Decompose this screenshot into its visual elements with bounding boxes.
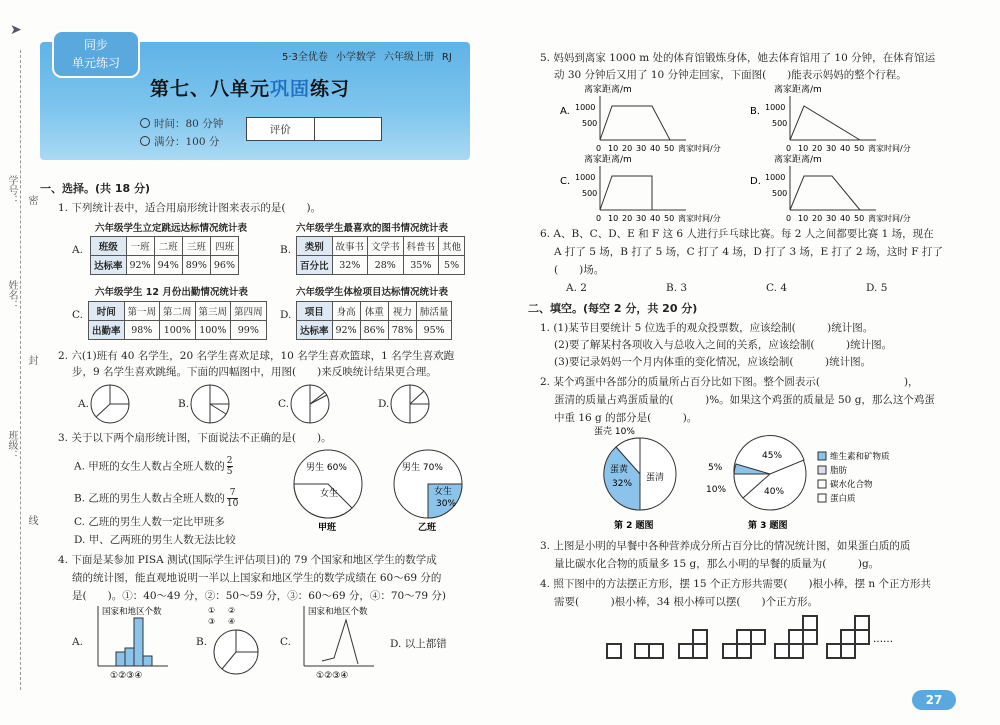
svg-text:500: 500: [582, 189, 598, 198]
svg-text:0: 0: [786, 144, 792, 153]
pie-option-b: [191, 385, 229, 423]
pie-option-c: [291, 385, 329, 423]
question-2-line1: 2. 六(1)班有 40 名学生，20 名学生喜欢足球，10 名学生喜欢篮球，1 名学生喜欢跑: [58, 350, 455, 362]
page-title: 第七、八单元巩固练习: [150, 78, 351, 100]
pie-label: 男生 60%: [306, 463, 347, 473]
q3-option-b: B. 乙班的男生人数占全班人数的 $\frac{7}{10}$: [74, 488, 239, 509]
svg-text:50: 50: [664, 144, 675, 153]
series-line: 5·3全优卷 小学数学 六年级上册 RJ: [282, 52, 452, 63]
q3-pie-charts: [292, 448, 472, 538]
stats-table-c: 时间 第一周 第二周 第三周 第四周 出勤率 98% 100% 100% 99%: [88, 301, 267, 340]
fill-3-line2: 量比碳水化合物的质量多 15 g，那么小明的早餐的质量为( )g。: [554, 558, 880, 570]
unit-badge: 同步 单元练习: [52, 30, 140, 78]
svg-text:40: 40: [840, 214, 851, 223]
svg-text:离家时间/分: 离家时间/分: [868, 214, 911, 223]
fill-4-line1: 4. 照下图中的方法摆正方形，摆 15 个正方形共需要( )根小棒，摆 n 个正方形共: [540, 578, 932, 590]
pie-label: 40%: [764, 487, 785, 497]
section-heading: 一、选择。(共 18 分): [40, 182, 151, 195]
full-score: 满分：100 分: [140, 134, 219, 149]
svg-text:10: 10: [798, 144, 809, 153]
question-4-line1: 4. 下面是某参加 PISA 测试(国际学生评估项目)的 79 个国家和地区学生的数学成: [58, 554, 437, 566]
question-4-line3: 是( )。①：40～49 分，②：50～59 分，③：60～69 分，④：70～79 分): [72, 590, 447, 602]
evaluation-box: 评价: [246, 117, 382, 141]
svg-text:离家时间/分: 离家时间/分: [678, 214, 721, 223]
svg-text:50: 50: [664, 214, 675, 223]
svg-text:1000: 1000: [765, 103, 786, 112]
table-caption: 六年级学生体检项目达标情况统计表: [296, 287, 449, 298]
table-caption: 六年级学生 12 月份出勤情况统计表: [95, 287, 248, 298]
q6-option: A. 2: [566, 282, 587, 294]
stats-table-b: 类别 故事书 文学书 科普书 其他 百分比 32% 28% 35% 5%: [296, 236, 465, 275]
cut-line: [20, 50, 21, 690]
svg-text:30: 30: [636, 144, 647, 153]
clock-icon: [140, 118, 150, 128]
option-letter: D.: [280, 309, 292, 321]
svg-text:30: 30: [826, 144, 837, 153]
cut-mark: 封: [26, 355, 37, 365]
fill-1-line2: (2)要了解某村各项收入与总收入之间的关系，应该绘制( )统计图。: [554, 339, 893, 351]
pie-class-b: [394, 450, 462, 533]
svg-text:20: 20: [812, 214, 823, 223]
question-6-line2: A 打了 5 场，B 打了 5 场，C 打了 4 场，D 打了 3 场，E 打了 2 场，这时 F 打了: [554, 246, 943, 258]
pie-label: 蛋清: [646, 473, 665, 483]
legend-label: ③: [208, 617, 216, 626]
pie-caption: 甲班: [318, 523, 337, 533]
svg-text:离家时间/分: 离家时间/分: [868, 144, 911, 153]
question-6-line1: 6. A、B、C、D、E 和 F 这 6 人进行乒乓球比赛。每 2 人之间都要比赛 1 场，现在: [540, 228, 934, 240]
fill-1-line3: (3)要记录妈妈一个月内体重的变化情况，应该绘制( )统计图。: [554, 356, 872, 368]
svg-text:0: 0: [596, 144, 602, 153]
fill-2-line3: 中重 16 g 的部分是( )。: [554, 412, 698, 424]
pie-label: 蛋黄: [610, 465, 629, 475]
svg-text:离家时间/分: 离家时间/分: [678, 144, 721, 153]
gutter-label-class: 班级：: [6, 430, 17, 460]
option-letter: A.: [72, 244, 83, 256]
legend-label: ①: [208, 606, 216, 615]
line-graph-d: [750, 153, 911, 223]
pie-caption: 第 3 题图: [748, 521, 788, 531]
legend-label: ②: [228, 606, 236, 615]
legend-label: 脂肪: [830, 466, 848, 476]
svg-text:0: 0: [786, 214, 792, 223]
legend-label: 蛋白质: [830, 494, 856, 504]
line-graph-b: [750, 83, 911, 153]
table-caption: 六年级学生立定跳远达标情况统计表: [95, 223, 248, 234]
line-option-c: [304, 606, 374, 681]
pie-label: 女生: [320, 489, 339, 499]
fill-3-line1: 3. 上图是小明的早餐中各种营养成分所占百分比的情况统计图，如果蛋白质的质: [540, 540, 911, 552]
section-heading: 二、填空。(每空 2 分，共 20 分): [528, 302, 698, 315]
q3-option-c: C. 乙班的男生人数一定比甲班多: [74, 516, 225, 528]
svg-text:10: 10: [608, 214, 619, 223]
q6-option: D. 5: [866, 282, 888, 294]
legend-label: 碳水化合物: [830, 480, 873, 490]
tick-labels: ①②③④: [110, 671, 143, 681]
svg-text:B.: B.: [750, 106, 761, 117]
pie-option-b: [208, 606, 258, 674]
tick-labels: ①②③④: [316, 671, 349, 681]
q6-option: C. 4: [766, 282, 788, 294]
svg-text:0: 0: [596, 214, 602, 223]
q5-line-charts: [560, 84, 960, 224]
pie-label: 32%: [612, 479, 633, 489]
pie-label: 10%: [706, 485, 727, 495]
question-2-line2: 步，9 名学生喜欢跳绳。下面的四幅图中，用图( )来反映统计结果更合理。: [72, 366, 437, 378]
q3-option-a: A. 甲班的女生人数占全班人数的 $\frac{2}{5}$: [74, 456, 233, 477]
legend-label: ④: [228, 617, 236, 626]
q4-chart-options: [88, 606, 448, 686]
pie-label: 男生 70%: [402, 463, 443, 473]
svg-text:1000: 1000: [575, 173, 596, 182]
pie-label: 45%: [762, 451, 783, 461]
svg-text:1000: 1000: [575, 103, 596, 112]
axis-label: 国家和地区个数: [102, 607, 162, 617]
svg-text:D.: D.: [750, 176, 761, 187]
svg-text:10: 10: [798, 214, 809, 223]
q3-option-d: D. 甲、乙两班的男生人数无法比较: [74, 534, 236, 546]
stats-table-d: 项目 身高 体重 视力 肺活量 达标率 92% 86% 78% 95%: [296, 301, 452, 340]
pie-caption: 乙班: [418, 523, 437, 533]
svg-text:40: 40: [840, 144, 851, 153]
question-1: 1. 下列统计表中，适合用扇形统计图来表示的是( )。: [58, 202, 322, 214]
pie-label: 女生: [434, 487, 453, 497]
svg-text:离家距离/m: 离家距离/m: [774, 155, 822, 165]
binding-gutter: [0, 0, 37, 725]
pie-label: 5%: [708, 463, 723, 473]
svg-text:500: 500: [772, 189, 788, 198]
svg-text:离家距离/m: 离家距离/m: [584, 85, 632, 95]
svg-text:20: 20: [622, 214, 633, 223]
check-icon: [140, 136, 150, 146]
legend-label: 维生素和矿物质: [830, 452, 890, 462]
q2-pie-options: [90, 382, 550, 432]
svg-text:A.: A.: [560, 106, 570, 117]
gutter-label-name: 姓名：: [6, 280, 17, 310]
fill-2-line1: 2. 某个鸡蛋中各部分的质量所占百分比如下图。整个圆表示( )，: [540, 376, 919, 388]
breakfast-pie-chart: [706, 436, 890, 531]
option-letter: C.: [72, 309, 83, 321]
pie-option-d: [391, 385, 429, 423]
option-letter: B.: [178, 398, 190, 410]
svg-text:40: 40: [650, 214, 661, 223]
pie-label: 30%: [436, 499, 457, 509]
svg-text:30: 30: [636, 214, 647, 223]
time-limit: 时间：80 分钟: [140, 116, 223, 131]
svg-text:20: 20: [812, 144, 823, 153]
option-letter: C.: [280, 636, 291, 648]
question-4-line2: 绩的统计图，能直观地说明一半以上国家和地区学生的数学成绩在 60～69 分的: [72, 572, 442, 584]
question-6-line3: ( )场。: [554, 264, 605, 276]
pie-label: 蛋壳 10%: [594, 427, 635, 437]
svg-text:离家距离/m: 离家距离/m: [774, 85, 822, 95]
ellipsis: ……: [873, 634, 893, 645]
svg-text:50: 50: [854, 214, 865, 223]
fill-2-line2: 蛋清的质量占鸡蛋质量的( )%。如果这个鸡蛋的质量是 50 g，那么这个鸡蛋: [554, 394, 935, 406]
svg-text:20: 20: [622, 144, 633, 153]
option-letter: D.: [378, 398, 390, 410]
page-number: 27: [912, 690, 956, 710]
svg-text:40: 40: [650, 144, 661, 153]
option-d-text: D. 以上都错: [390, 638, 447, 650]
svg-text:10: 10: [608, 144, 619, 153]
svg-text:30: 30: [826, 214, 837, 223]
svg-text:C.: C.: [560, 176, 571, 187]
q6-option: B. 3: [666, 282, 688, 294]
rocket-icon: ➤: [10, 22, 22, 38]
table-caption: 六年级学生最喜欢的图书情况统计表: [296, 223, 449, 234]
question-3: 3. 关于以下两个扇形统计图，下面说法不正确的是( )。: [58, 432, 332, 444]
pie-option-a: [91, 385, 129, 423]
egg-pie-chart: [594, 425, 676, 531]
pie-class-a: [294, 450, 362, 533]
fill-4-line2: 需要( )根小棒，34 根小棒可以摆( )个正方形。: [554, 596, 819, 608]
pie-caption: 第 2 题图: [614, 521, 654, 531]
option-letter: C.: [278, 398, 289, 410]
line-graph-a: [560, 83, 721, 153]
svg-text:1000: 1000: [765, 173, 786, 182]
fill-pie-charts: [590, 424, 970, 534]
option-letter: A.: [72, 636, 83, 648]
svg-text:50: 50: [854, 144, 865, 153]
question-5-line1: 5. 妈妈到离家 1000 m 处的体育馆锻炼身体，她去体育馆用了 10 分钟，在体育馆运: [540, 52, 936, 64]
svg-text:500: 500: [772, 119, 788, 128]
line-graph-c: [560, 153, 721, 223]
histogram-option-a: [98, 606, 168, 681]
fill-1-line1: 1. (1)某节目要统计 5 位选手的观众投票数，应该绘制( )统计图。: [540, 322, 874, 334]
option-letter: B.: [280, 244, 292, 256]
cut-mark: 线: [26, 515, 37, 525]
question-5-line2: 动 30 分钟后又用了 10 分钟走回家，下面图( )能表示妈妈的整个行程。: [554, 69, 907, 81]
option-letter: B.: [196, 636, 208, 648]
cut-mark: 密: [26, 195, 37, 205]
svg-text:500: 500: [582, 119, 598, 128]
stats-table-a: 班级 一班 二班 三班 四班 达标率 92% 94% 89% 96%: [90, 236, 239, 275]
axis-label: 国家和地区个数: [308, 607, 368, 617]
option-letter: A.: [78, 398, 89, 410]
svg-text:离家距离/m: 离家距离/m: [584, 155, 632, 165]
matchstick-squares-figure: [605, 610, 905, 670]
gutter-label-id: 学号：: [6, 175, 17, 205]
